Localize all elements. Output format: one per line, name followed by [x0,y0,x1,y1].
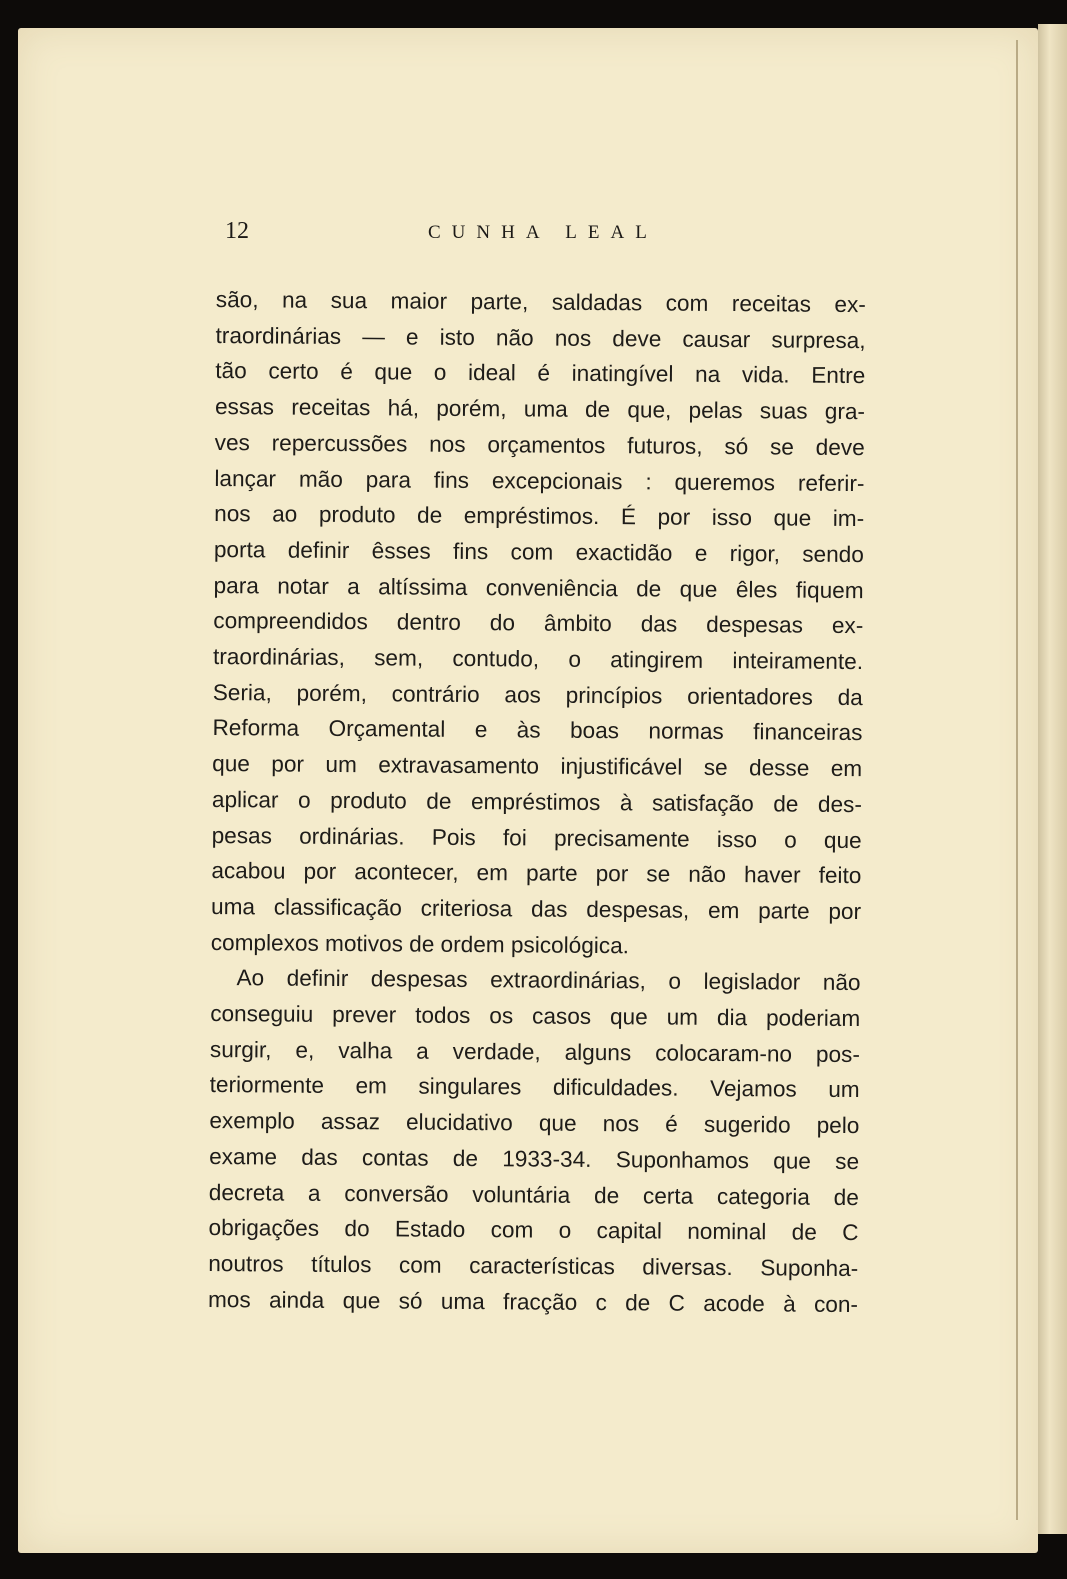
text-line: mos ainda que só uma fracção c de C acode à con- [207,1286,859,1317]
text-line: obrigações do Estado com o capital nominal de C [208,1215,859,1246]
text-line: conseguiu prever todos os casos que um dia poderiam [210,1001,861,1032]
text-line: pesas ordinárias. Pois foi precisamente isso o que [211,822,862,853]
text-line: que por um extravasamento injustificável se desse em [212,751,863,782]
text-line: surgir, e, valha a verdade, alguns colocaram-no pos- [209,1036,861,1067]
page-fold-line [1016,40,1018,1520]
text-line: compreendidos dentro do âmbito das despesas ex- [213,608,864,639]
text-line: Seria, porém, contrário aos princípios orientadores da [212,679,863,710]
text-line: traordinárias — e isto não nos deve causar surpresa, [215,322,866,353]
page-header [225,218,885,258]
body-text [208,282,866,1322]
text-line: essas receitas há, porém, uma de que, pelas suas gra- [214,394,866,425]
running-head: CUNHA LEAL [428,222,658,243]
text-line: ves repercussões nos orçamentos futuros, só se deve [214,429,865,460]
text-line: lançar mão para fins excepcionais : queremos referir- [214,465,865,496]
next-page-edge [1038,24,1067,1534]
text-line: são, na sua maior parte, saldadas com receitas ex- [215,286,866,318]
text-line: para notar a altíssima conveniência de que êles fiquem [213,572,864,603]
text-line: tão certo é que o ideal é inatingível na vida. Entre [215,358,866,389]
text-line: decreta a conversão voluntária de certa categoria de [208,1179,859,1210]
text-line: uma classificação criteriosa das despesas, em parte por [210,893,862,925]
text-line: Ao definir despesas extraordinárias, o legislador não [236,965,861,996]
text-line: noutros títulos com características diversas. Suponha- [208,1250,859,1282]
text-line: nos ao produto de empréstimos. É por isso que im- [214,501,865,532]
text-line: teriormente em singulares dificuldades. Vejamos um [209,1072,860,1103]
text-line: aplicar o produto de empréstimos à satisfação de des- [211,786,863,817]
text-line: complexos motivos de ordem psicológica. [210,929,630,958]
text-line: traordinárias, sem, contudo, o atingirem inteiramente. [212,644,864,675]
text-line: acabou por acontecer, em parte por se não haver feito [211,858,862,889]
page-number: 12 [225,218,249,244]
text-line: exame das contas de 1933-34. Suponhamos que se [209,1143,860,1174]
text-line: porta definir êsses fins com exactidão e rigor, sendo [213,536,864,568]
text-line: Reforma Orçamental e às boas normas financeiras [212,715,863,746]
text-line: exemplo assaz elucidativo que nos é sugerido pelo [209,1108,860,1139]
